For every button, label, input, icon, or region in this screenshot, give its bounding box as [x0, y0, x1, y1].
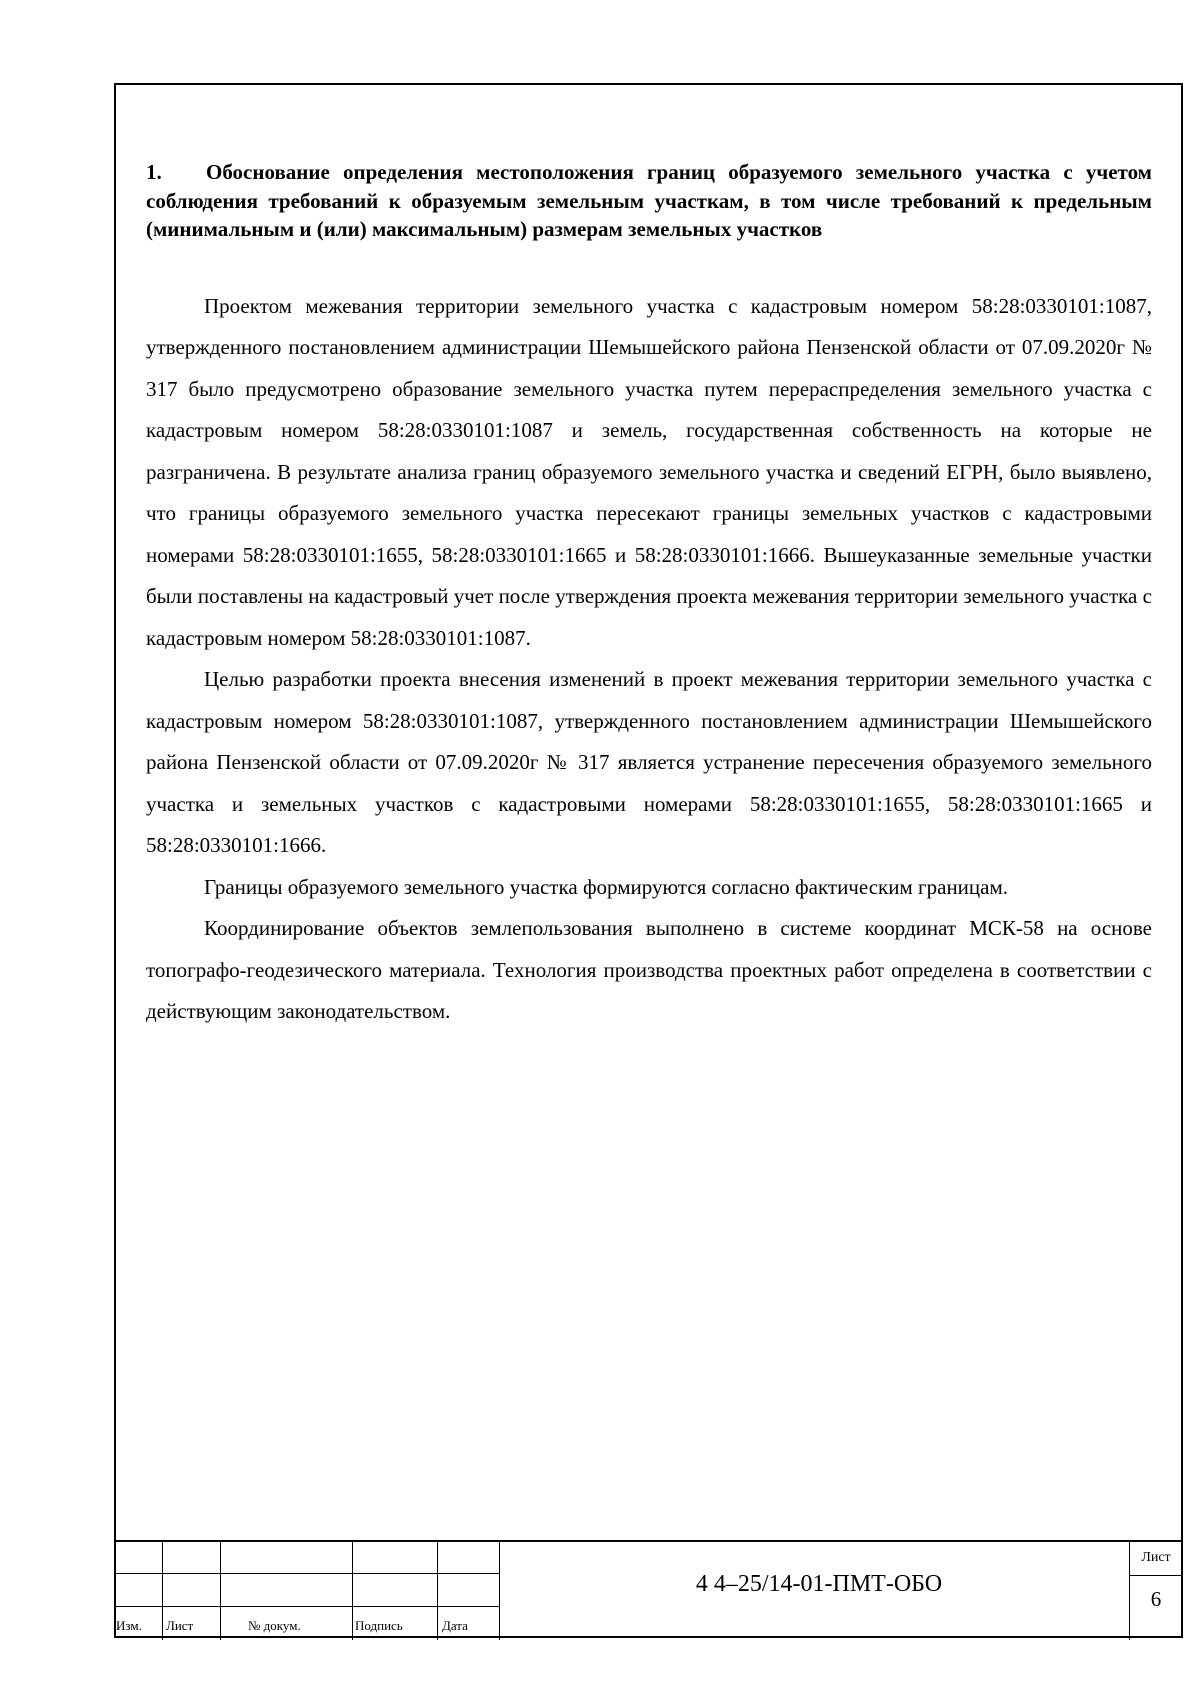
col-izm-label: Изм.: [116, 1618, 142, 1633]
section-number: 1.: [146, 160, 162, 184]
title-block-divider: [437, 1542, 438, 1640]
title-block-row-line: [114, 1573, 499, 1574]
title-block-divider: [162, 1542, 163, 1640]
paragraph-3: Границы образуемого земельного участка формируются согласно фактическим границам.: [204, 874, 1009, 899]
section-heading: [146, 158, 1152, 244]
section-title: Обоснование определения местоположения границ образуемого земельного участка с учетом соблюдения требований к образуемым земельным участкам, в том числе требований к предельным (минимальным и (или) максимальным) размерам земельных участков: [146, 160, 1152, 241]
col-sign-label: Подпись: [355, 1618, 403, 1633]
sheet-label: Лист: [1141, 1550, 1171, 1565]
paragraph-1: Проектом межевания территории земельного участка с кадастровым номером 58:28:0330101:1087, утвержденного постановлением администрации Шемышейского района Пензенской области от 07.09.2020г № 317 было предусмотрено образование земельного участка путем перераспределения земельного участка с кадастровым номером 58:28:0330101:1087 и земель, государственная собственность на которые не разграничена. В результате анализа границ образуемого земельного участка и сведений ЕГРН, было выявлено, что границы образуемого земельного участка пересекают границы земельных участков с кадастровыми номерами 58:28:0330101:1655, 58:28:0330101:1665 и 58:28:0330101:1666. Вышеуказанные земельные участки были поставлены на кадастровый учет после утверждения проекта межевания территории земельного участка с кадастровым номером 58:28:0330101:1087.: [146, 293, 1152, 650]
title-block-divider: [220, 1542, 221, 1640]
paragraph-4: Координирование объектов землепользования выполнено в системе координат МСК-58 на основе топографо-геодезического материала. Технология производства проектных работ определена в соответствии с действующим законодательством.: [146, 916, 1152, 1023]
document-body: [146, 158, 1152, 1033]
col-list-label: Лист: [166, 1618, 194, 1633]
title-block: [114, 1540, 1183, 1638]
document-code: 4 4–25/14-01-ПМТ-ОБО: [695, 1571, 943, 1597]
title-block-row-line: [114, 1606, 499, 1607]
col-doc-label: № докум.: [248, 1618, 301, 1633]
paragraph-2: Целью разработки проекта внесения изменений в проект межевания территории земельного участка с кадастровым номером 58:28:0330101:1087, утвержденного постановлением администрации Шемышейского района Пензенской области от 07.09.2020г № 317 является устранение пересечения образуемого земельного участка и земельных участков с кадастровыми номерами 58:28:0330101:1655, 58:28:0330101:1665 и 58:28:0330101:1666.: [146, 667, 1152, 857]
col-date-label: Дата: [442, 1618, 468, 1633]
sheet-number: 6: [1150, 1587, 1162, 1611]
title-block-divider: [352, 1542, 353, 1640]
